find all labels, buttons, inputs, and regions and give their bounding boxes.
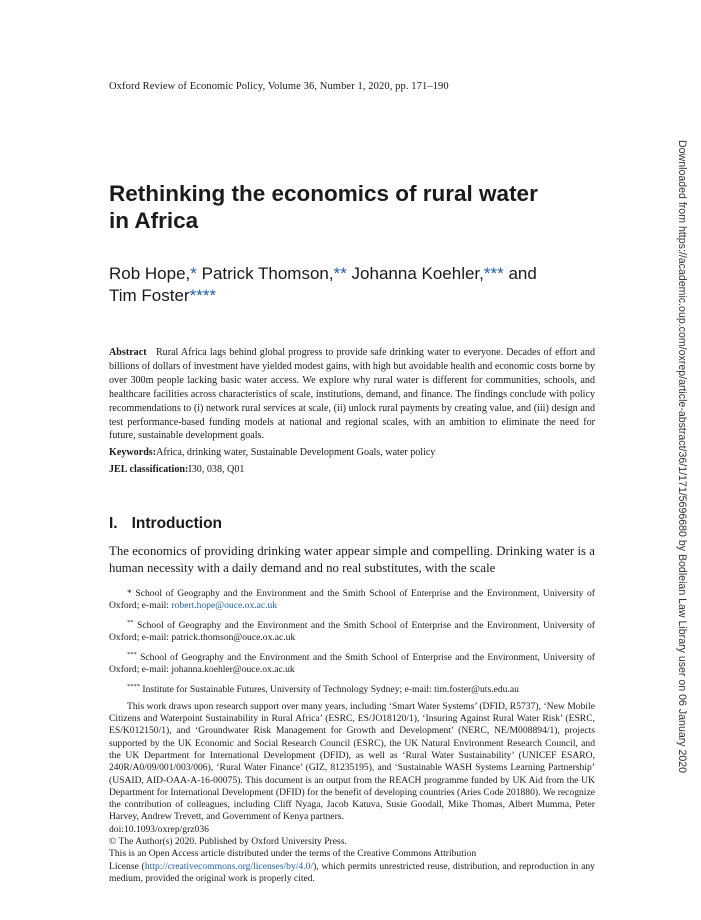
jel-label: JEL classification: [109,464,189,475]
section-heading [109,515,222,533]
intro-paragraph: The economics of providing drinking water appear simple and compelling. Drinking water is a human necessity with a daily demand and no real substitutes, with the scale [109,544,595,575]
license-text [109,861,595,886]
abstract [109,346,595,443]
keywords [109,447,435,458]
footnote-mark: **** [127,682,140,690]
section-title: Introduction [131,515,223,532]
license-link[interactable]: http://creativecommons.org/licenses/by/4.0/ [144,860,314,872]
keywords-label: Keywords: [109,447,157,458]
footnote [109,617,595,645]
footnote [109,588,595,613]
footnote-mark: *** [127,650,137,658]
journal-citation: Oxford Review of Economic Policy, Volume 36, Number 1, 2020, pp. 171–190 [109,81,449,92]
footnote [109,681,595,696]
article-title [109,180,609,234]
author-name: Tim Foster [109,286,190,305]
footnote-text: School of Geography and the Environment and the Smith School of Enterprise and the Environment, University of Oxford; e-mail: [109,651,595,676]
email-text: johanna.koehler@ouce.ox.ac.uk [171,664,295,676]
abstract-label: Abstract [109,347,147,358]
download-notice: Downloaded from https://academic.oup.com/oxrep/article-abstract/36/1/171/5696680 by Bodleian Law Library user on 06 January 2020 [676,140,688,774]
section-number: I. [109,515,118,532]
funding-note: This work draws upon research support over many years, including ‘Smart Water Systems’ (DFID, R5737), ‘New Mobile Citizens and Waterpoint Sustainability in Rural Africa’ (ESRC, ES/JO18120/1), ‘Insuring Against Rural Water Risk’ (ESRC, ES/K012150/1), and ‘Groundwater Risk Management for Growth and Development’ (NERC, NE/M008894/1), projects supported by the UK Economic and Social Research Council (ESRC), the UK Natural Environment Research Council, and the UK Department for International Development (DFID), as well as ‘Rural Water Sustainability’ (UNICEF ESARO, 240R/A0/09/001/003/006), ‘Rural Water Finance’ (GIZ, 81235195), and ‘Sustainable WASH Systems Learning Partnership’ (USAID, AID-OAA-A-16-00075). This document is an output from the REACH programme funded by UK Aid from the UK Department for International Development (DFID) for the benefit of developing countries (Aries Code 201880). We recognize the contribution of colleagues, including Cliff Nyaga, Jacob Katuva, Susie Goodall, Mike Thomas, Albert Mumma, Peter Harvey, Andrew Trevett, and Government of Kenya partners. [109,700,595,823]
footnote-mark: ** [127,618,134,626]
footnote-mark-link[interactable]: *** [483,264,504,283]
footnote-mark-link[interactable]: * [190,264,197,283]
footnote-text: Institute for Sustainable Futures, University of Technology Sydney; e-mail: [142,683,435,695]
author-name: Patrick Thomson, [196,264,334,283]
author-list [109,263,609,307]
footnote-mark-link[interactable]: ** [333,264,347,283]
license-line-1: This is an Open Access article distributed under the terms of the Creative Commons Attribution [109,848,477,860]
email-link[interactable]: robert.hope@ouce.ox.ac.uk [171,600,278,612]
abstract-text: Rural Africa lags behind global progress to provide safe drinking water to everyone. Decades of effort and billions of dollars of investment have yielded modest gains, with high but avoidable health and economic costs borne by over 300m people lacking basic water access. We explore why rural water is different for communities, schools, and healthcare facilities across characteristics of scale, institutions, demand, and finance. The findings conclude with policy recommendations to (i) network rural services at scale, (ii) unlock rural payments by creating value, and (iii) design and test performance-based funding models at national and regional scales, with an ambition to eliminate the need for future, sustainable development goals. [109,347,595,442]
license-pre: License ( [109,860,145,872]
author-name: Johanna Koehler, [346,264,484,283]
doi: doi:10.1093/oxrep/grz036 [109,823,209,835]
title-line-2: in Africa [109,208,199,233]
footnote [109,649,595,677]
author-name: Rob Hope, [109,264,191,283]
footnote-text: School of Geography and the Environment and the Smith School of Enterprise and the Environment, University of Oxford; e-mail: [109,619,595,644]
keywords-text: Africa, drinking water, Sustainable Development Goals, water policy [156,447,436,458]
license-post: ), which permits unrestricted reuse, distribution, and reproduction in any medium, provided the original work is properly cited. [109,860,595,884]
footnote-mark: * [127,588,132,599]
email-text: patrick.thomson@ouce.ox.ac.uk [171,632,296,644]
footnotes [109,588,595,885]
jel-classification [109,464,244,475]
footnote-mark-link[interactable]: **** [189,286,217,305]
title-line-1: Rethinking the economics of rural water [109,181,538,206]
author-conjunction: and [503,264,537,283]
jel-codes: I30, 038, Q01 [188,464,245,475]
copyright: © The Author(s) 2020. Published by Oxford University Press. [109,836,347,848]
footnote-text: School of Geography and the Environment and the Smith School of Enterprise and the Environment, University of Oxford; e-mail: [109,588,595,612]
email-text: tim.foster@uts.edu.au [434,683,519,695]
